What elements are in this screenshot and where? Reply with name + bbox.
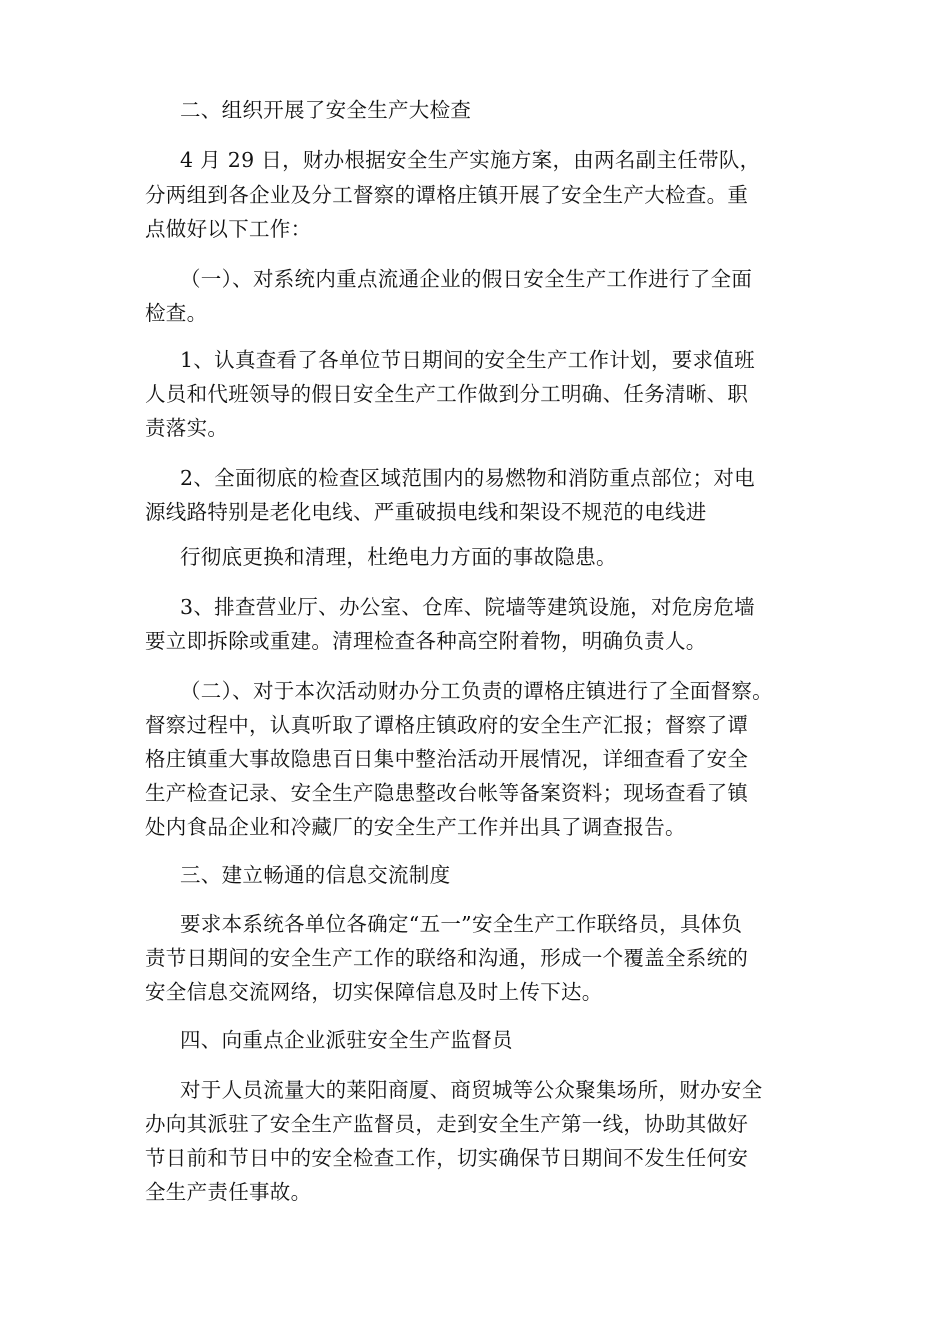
paragraph-line: 人员和代班领导的假日安全生产工作做到分工明确、任务清晰、职 bbox=[145, 382, 749, 406]
paragraph-line: 点做好以下工作： bbox=[145, 217, 312, 241]
paragraph-line: 督察过程中，认真听取了谭格庄镇政府的安全生产汇报；督察了谭 bbox=[145, 713, 749, 737]
paragraph-line: 全生产责任事故。 bbox=[145, 1180, 312, 1204]
paragraph-line: 格庄镇重大事故隐患百日集中整治活动开展情况，详细查看了安全 bbox=[145, 747, 749, 771]
paragraph-line: 对于人员流量大的莱阳商厦、商贸城等公众聚集场所，财办安全 bbox=[180, 1078, 763, 1102]
paragraph-line: 源线路特别是老化电线、严重破损电线和架设不规范的电线进 bbox=[145, 500, 707, 524]
paragraph-line: 安全信息交流网络，切实保障信息及时上传下达。 bbox=[145, 980, 603, 1004]
section-heading-3: 三、建立畅通的信息交流制度 bbox=[180, 863, 451, 887]
paragraph-line: 要求本系统各单位各确定“五一”安全生产工作联络员，具体负 bbox=[180, 912, 743, 936]
paragraph-line: 节日前和节日中的安全检查工作，切实确保节日期间不发生任何安 bbox=[145, 1146, 749, 1170]
paragraph-line: 2、全面彻底的检查区域范围内的易燃物和消防重点部位；对电 bbox=[180, 466, 755, 490]
paragraph-line: 责落实。 bbox=[145, 416, 229, 440]
paragraph-line: 生产检查记录、安全生产隐患整改台帐等备案资料；现场查看了镇 bbox=[145, 781, 749, 805]
paragraph-line: 1、认真查看了各单位节日期间的安全生产工作计划，要求值班 bbox=[180, 348, 755, 372]
paragraph-line: （二）、对于本次活动财办分工负责的谭格庄镇进行了全面督察。 bbox=[180, 679, 773, 703]
paragraph-line: 4 月 29 日，财办根据安全生产实施方案，由两名副主任带队， bbox=[180, 148, 761, 172]
section-heading-2: 二、组织开展了安全生产大检查 bbox=[180, 98, 472, 122]
paragraph-line: 分两组到各企业及分工督察的谭格庄镇开展了安全生产大检查。重 bbox=[145, 183, 749, 207]
paragraph-line: 检查。 bbox=[145, 301, 208, 325]
section-heading-4: 四、向重点企业派驻安全生产监督员 bbox=[180, 1028, 513, 1052]
paragraph-line: 处内食品企业和冷藏厂的安全生产工作并出具了调查报告。 bbox=[145, 815, 686, 839]
paragraph-line: 要立即拆除或重建。清理检查各种高空附着物，明确负责人。 bbox=[145, 629, 707, 653]
paragraph-line: 责节日期间的安全生产工作的联络和沟通，形成一个覆盖全系统的 bbox=[145, 946, 749, 970]
paragraph-line: 行彻底更换和清理，杜绝电力方面的事故隐患。 bbox=[180, 545, 617, 569]
paragraph-line: （一）、对系统内重点流通企业的假日安全生产工作进行了全面 bbox=[180, 267, 753, 291]
paragraph-line: 3、排查营业厅、办公室、仓库、院墙等建筑设施，对危房危墙 bbox=[180, 595, 755, 619]
paragraph-line: 办向其派驻了安全生产监督员，走到安全生产第一线，协助其做好 bbox=[145, 1112, 749, 1136]
